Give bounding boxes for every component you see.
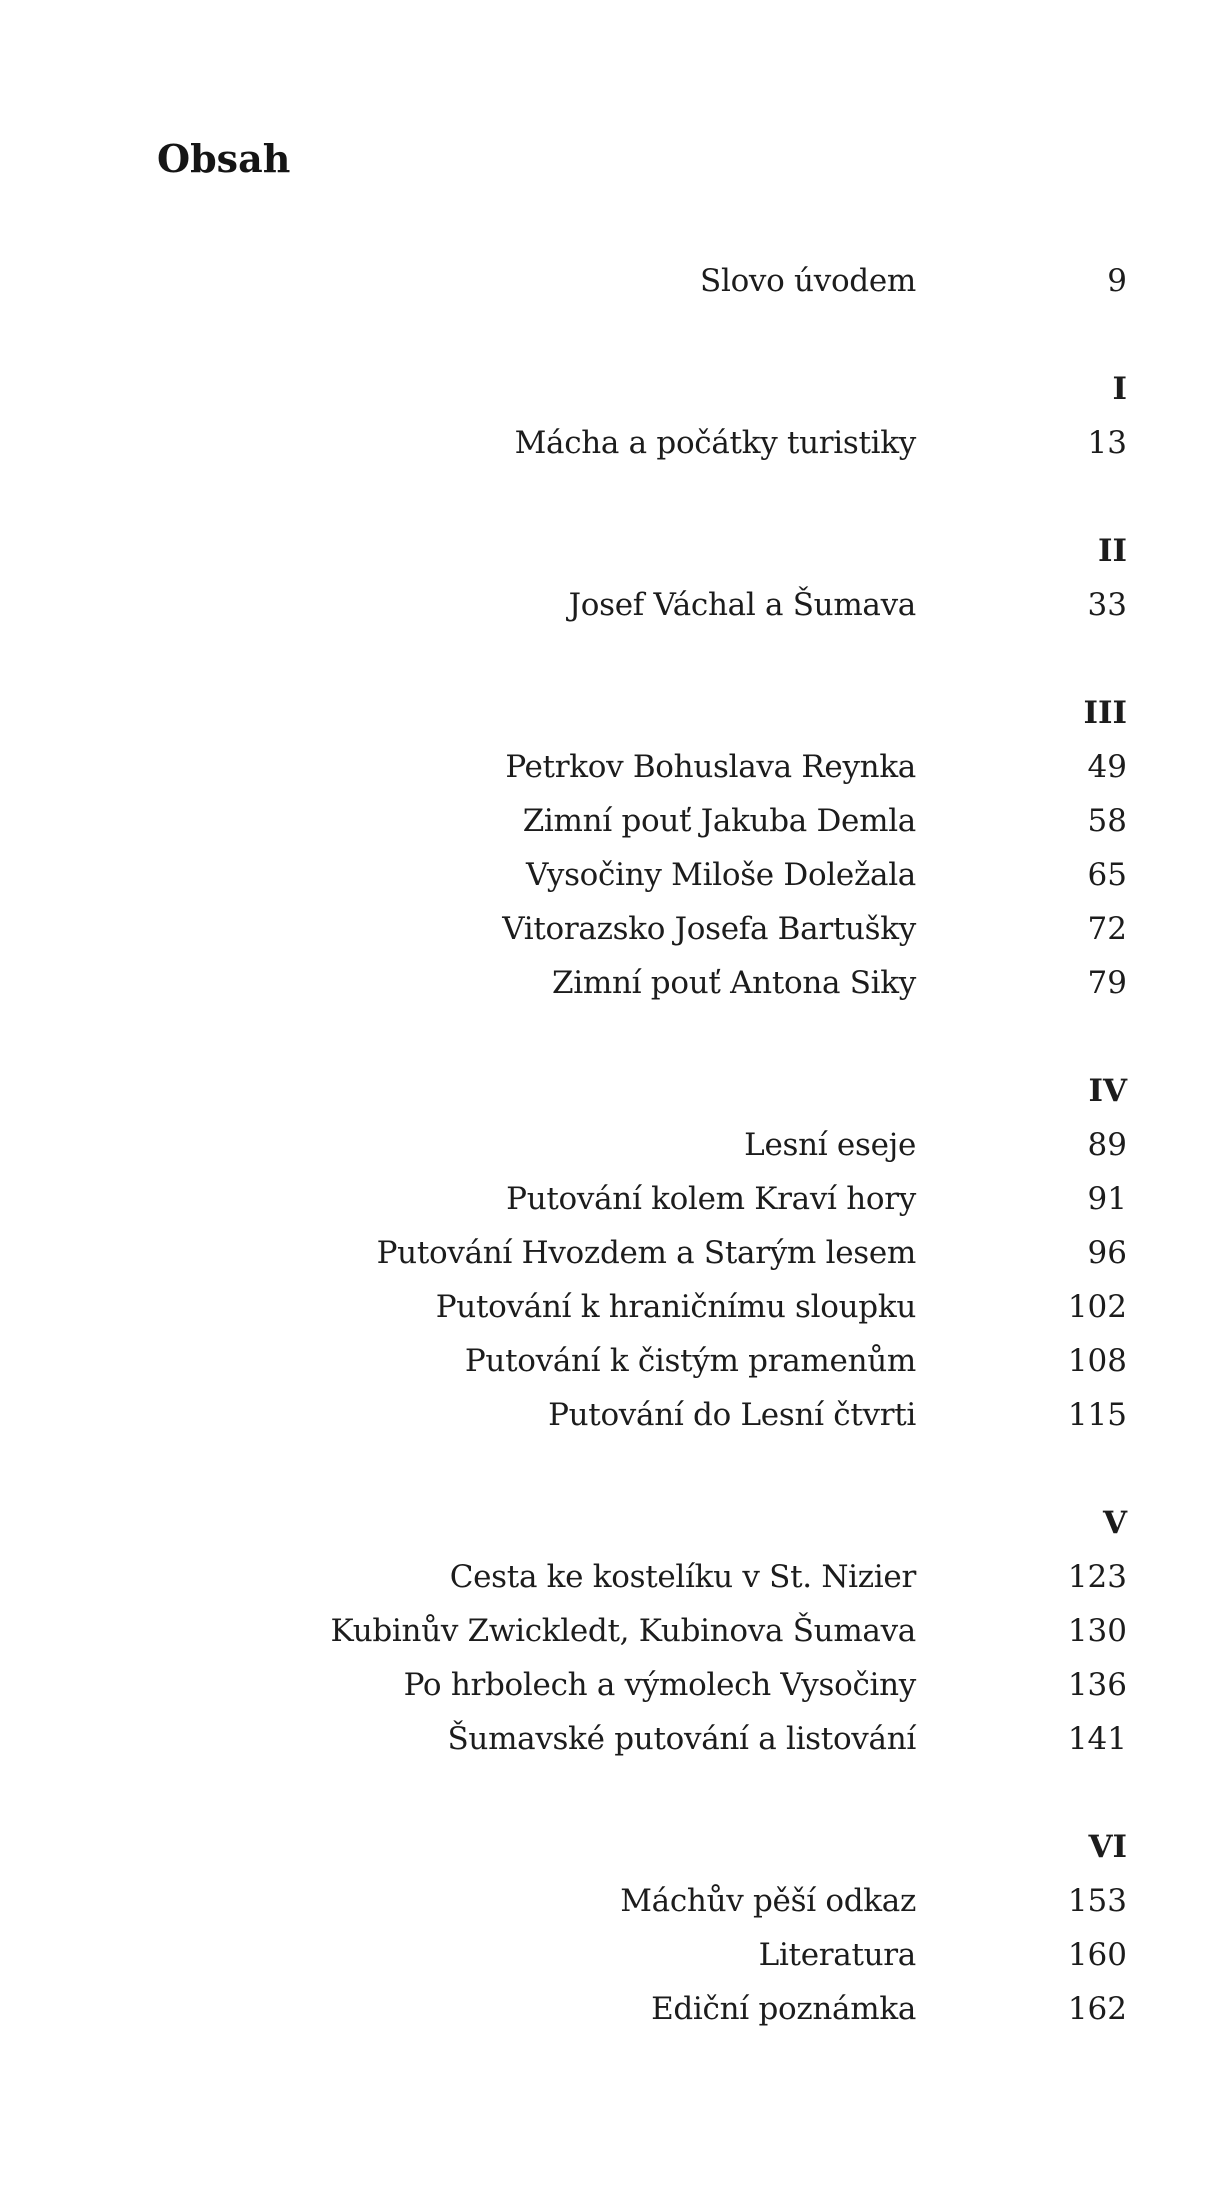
toc-entry-title: Vysočiny Miloše Doležala [526, 857, 916, 893]
toc-entry-title: Putování k hraničnímu sloupku [435, 1289, 916, 1325]
toc-entry-page: 130 [1067, 1613, 1127, 1649]
toc-entry [0, 1341, 1218, 1381]
section-numeral: IV [1088, 1073, 1127, 1109]
toc-entry [0, 1395, 1218, 1435]
toc-entry-page: 162 [1067, 1991, 1127, 2027]
toc-entry-intro [0, 261, 1218, 301]
toc-entry-page: 160 [1067, 1937, 1127, 1973]
toc-entry [0, 1179, 1218, 1219]
toc-entry [0, 1935, 1218, 1975]
toc-entry-title: Ediční poznámka [651, 1991, 916, 2027]
toc-entry [0, 1611, 1218, 1651]
toc-entry [0, 909, 1218, 949]
toc-entry-page: 49 [1087, 749, 1127, 785]
toc-entry-page: 33 [1087, 587, 1127, 623]
toc-entry-title: Kubinův Zwickledt, Kubinova Šumava [330, 1613, 916, 1649]
toc-entry-page: 79 [1087, 965, 1127, 1001]
toc-entry-page: 136 [1067, 1667, 1127, 1703]
toc-entry-page: 102 [1067, 1289, 1127, 1325]
toc-entry-page: 58 [1087, 803, 1127, 839]
toc-entry [0, 1287, 1218, 1327]
toc-entry [0, 747, 1218, 787]
toc-entry-title: Putování Hvozdem a Starým lesem [376, 1235, 916, 1271]
toc-entry-page: 13 [1087, 425, 1127, 461]
toc-entry [0, 801, 1218, 841]
toc-entry [0, 1125, 1218, 1165]
toc-entry-title: Máchův pěší odkaz [620, 1883, 916, 1919]
toc-entry-page: 141 [1067, 1721, 1127, 1757]
toc-entry [0, 963, 1218, 1003]
toc-entry-page: 108 [1067, 1343, 1127, 1379]
section-heading-5 [0, 1503, 1218, 1543]
toc-entry-title: Petrkov Bohuslava Reynka [505, 749, 916, 785]
toc-entry-title: Putování kolem Kraví hory [506, 1181, 916, 1217]
section-heading-6 [0, 1827, 1218, 1867]
toc-entry [0, 1233, 1218, 1273]
toc-entry-title: Josef Váchal a Šumava [568, 587, 916, 623]
section-numeral: V [1102, 1505, 1127, 1541]
toc-entry-page: 89 [1087, 1127, 1127, 1163]
toc-entry [0, 1989, 1218, 2029]
toc-entry-page: 65 [1087, 857, 1127, 893]
toc-entry-title: Zimní pouť Jakuba Demla [522, 803, 916, 839]
toc-entry [0, 1881, 1218, 1921]
toc-entry-title: Cesta ke kostelíku v St. Nizier [449, 1559, 916, 1595]
toc-entry [0, 1557, 1218, 1597]
section-numeral: II [1097, 533, 1127, 569]
section-numeral: I [1112, 371, 1127, 407]
section-numeral: VI [1088, 1829, 1127, 1865]
toc-entry [0, 585, 1218, 625]
toc-entry-title: Slovo úvodem [700, 263, 916, 299]
page-title: Obsah [157, 136, 291, 181]
toc-entry [0, 1719, 1218, 1759]
toc-entry-page: 91 [1087, 1181, 1127, 1217]
toc-entry-title: Po hrbolech a výmolech Vysočiny [403, 1667, 916, 1703]
section-numeral: III [1083, 695, 1127, 731]
section-heading-4 [0, 1071, 1218, 1111]
toc-entry-page: 72 [1087, 911, 1127, 947]
toc-entry-page: 153 [1067, 1883, 1127, 1919]
toc-entry-title: Putování do Lesní čtvrti [548, 1397, 916, 1433]
toc-entry-title: Lesní eseje [744, 1127, 916, 1163]
section-heading-2 [0, 531, 1218, 571]
toc-entry-page: 123 [1067, 1559, 1127, 1595]
toc-entry-title: Putování k čistým pramenům [464, 1343, 916, 1379]
toc-entry-page: 96 [1087, 1235, 1127, 1271]
toc-entry-title: Zimní pouť Antona Siky [552, 965, 916, 1001]
section-heading-1 [0, 369, 1218, 409]
toc-entry-title: Mácha a počátky turistiky [514, 425, 916, 461]
toc-entry-title: Vitorazsko Josefa Bartušky [502, 911, 916, 947]
toc-entry [0, 423, 1218, 463]
toc-entry-page: 9 [1107, 263, 1127, 299]
toc-entry-title: Šumavské putování a listování [447, 1721, 916, 1757]
toc-entry-page: 115 [1067, 1397, 1127, 1433]
toc-entry-title: Literatura [758, 1937, 916, 1973]
toc-entry [0, 1665, 1218, 1705]
toc-entry [0, 855, 1218, 895]
section-heading-3 [0, 693, 1218, 733]
